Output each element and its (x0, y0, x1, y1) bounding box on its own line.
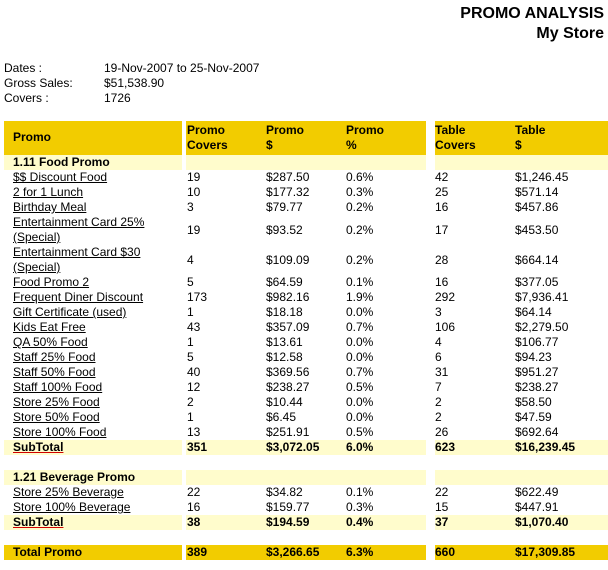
promo-name: Frequent Diner Discount (13, 290, 144, 304)
table-covers: 7 (435, 380, 442, 394)
table-dollar: $1,246.45 (515, 170, 569, 184)
table-covers: 17 (435, 223, 449, 237)
promo-dollar: $369.56 (266, 365, 310, 379)
table-row (4, 485, 608, 500)
table-dollar: $16,239.45 (515, 440, 576, 454)
table-row (4, 380, 608, 395)
table-row (4, 215, 608, 245)
promo-name: Kids Eat Free (13, 320, 86, 334)
covers-label: Covers : (4, 91, 49, 105)
group-name: 1.11 Food Promo (13, 155, 110, 169)
table-row (4, 395, 608, 410)
promo-covers: 3 (187, 200, 194, 214)
table-row (4, 170, 608, 185)
promo-covers: 19 (187, 223, 201, 237)
promo-pct: 0.1% (346, 275, 374, 289)
dates-value: 19-Nov-2007 to 25-Nov-2007 (104, 61, 260, 75)
table-dollar: $64.14 (515, 305, 552, 319)
promo-covers: 1 (187, 335, 194, 349)
promo-pct: 0.0% (346, 305, 374, 319)
report-title: PROMO ANALYSIS (460, 5, 604, 22)
dates-label: Dates : (4, 61, 43, 75)
table-covers: 28 (435, 253, 449, 267)
promo-name: $$ Discount Food (13, 170, 108, 184)
gross-sales-value: $51,538.90 (104, 76, 165, 90)
promo-pct: 0.2% (346, 223, 374, 237)
table-dollar: $622.49 (515, 485, 559, 499)
col-header-promo: Promo (13, 130, 52, 144)
table-row (4, 365, 608, 380)
table-dollar: $58.50 (515, 395, 552, 409)
gross-sales-label: Gross Sales: (4, 76, 73, 90)
table-dollar: $106.77 (515, 335, 559, 349)
group-header (4, 470, 608, 485)
group-header (4, 155, 608, 170)
table-covers: 2 (435, 395, 442, 409)
table-dollar: $17,309.85 (515, 545, 576, 559)
promo-name: Store 50% Food (13, 410, 100, 424)
promo-pct: 0.5% (346, 425, 374, 439)
promo-name: Entertainment Card $30 (Special) (13, 245, 141, 274)
table-body (4, 155, 608, 560)
table-header (4, 121, 608, 155)
promo-dollar: $13.61 (266, 335, 303, 349)
promo-name: Store 100% Food (13, 425, 107, 439)
promo-pct: 0.6% (346, 170, 374, 184)
promo-pct: 0.0% (346, 410, 374, 424)
table-covers: 25 (435, 185, 449, 199)
promo-dollar: $238.27 (266, 380, 310, 394)
promo-covers: 16 (187, 500, 201, 514)
promo-pct: 6.3% (346, 545, 374, 559)
promo-dollar: $159.77 (266, 500, 310, 514)
subtotal-row (4, 515, 608, 530)
table-row (4, 320, 608, 335)
promo-dollar: $79.77 (266, 200, 303, 214)
promo-dollar: $3,072.05 (266, 440, 320, 454)
table-covers: 31 (435, 365, 449, 379)
table-row (4, 275, 608, 290)
promo-table (4, 121, 608, 560)
table-covers: 623 (435, 440, 456, 454)
promo-covers: 10 (187, 185, 201, 199)
table-row (4, 305, 608, 320)
promo-name: Gift Certificate (used) (13, 305, 127, 319)
table-row (4, 245, 608, 275)
promo-name: 2 for 1 Lunch (13, 185, 84, 199)
table-covers: 4 (435, 335, 442, 349)
promo-pct: 0.1% (346, 485, 374, 499)
promo-covers: 2 (187, 395, 194, 409)
promo-covers: 173 (187, 290, 208, 304)
table-covers: 2 (435, 410, 442, 424)
table-covers: 15 (435, 500, 449, 514)
table-covers: 42 (435, 170, 449, 184)
promo-covers: 4 (187, 253, 194, 267)
table-dollar: $571.14 (515, 185, 559, 199)
table-dollar: $2,279.50 (515, 320, 569, 334)
promo-covers: 13 (187, 425, 201, 439)
promo-name: Total Promo (13, 545, 83, 559)
promo-name: SubTotal (13, 440, 64, 454)
table-row (4, 350, 608, 365)
promo-dollar: $109.09 (266, 253, 310, 267)
table-row (4, 335, 608, 350)
promo-name: Store 100% Beverage (13, 500, 131, 514)
table-dollar: $692.64 (515, 425, 559, 439)
promo-name: Birthday Meal (13, 200, 87, 214)
table-covers: 292 (435, 290, 456, 304)
promo-covers: 351 (187, 440, 208, 454)
promo-covers: 1 (187, 305, 194, 319)
promo-pct: 0.7% (346, 320, 374, 334)
promo-dollar: $34.82 (266, 485, 303, 499)
promo-pct: 0.5% (346, 380, 374, 394)
table-covers: 37 (435, 515, 449, 529)
report-info (4, 61, 259, 106)
col-header-promo-dollar: Promo $ (266, 123, 305, 152)
promo-name: Store 25% Beverage (13, 485, 124, 499)
promo-dollar: $177.32 (266, 185, 310, 199)
promo-pct: 0.3% (346, 185, 374, 199)
table-row (4, 500, 608, 515)
promo-dollar: $287.50 (266, 170, 310, 184)
table-covers: 16 (435, 200, 449, 214)
table-covers: 106 (435, 320, 456, 334)
promo-pct: 0.7% (346, 365, 374, 379)
promo-dollar: $12.58 (266, 350, 303, 364)
promo-dollar: $10.44 (266, 395, 303, 409)
promo-covers: 43 (187, 320, 201, 334)
promo-covers: 40 (187, 365, 201, 379)
promo-pct: 1.9% (346, 290, 374, 304)
promo-dollar: $194.59 (266, 515, 310, 529)
promo-name: Staff 50% Food (13, 365, 96, 379)
promo-covers: 38 (187, 515, 201, 529)
promo-covers: 19 (187, 170, 201, 184)
table-row (4, 185, 608, 200)
promo-dollar: $6.45 (266, 410, 297, 424)
promo-pct: 0.2% (346, 200, 374, 214)
promo-dollar: $18.18 (266, 305, 303, 319)
table-covers: 3 (435, 305, 442, 319)
promo-pct: 0.0% (346, 395, 374, 409)
promo-name: Staff 25% Food (13, 350, 96, 364)
promo-covers: 22 (187, 485, 201, 499)
promo-dollar: $357.09 (266, 320, 310, 334)
promo-covers: 12 (187, 380, 201, 394)
covers-row (4, 91, 259, 106)
table-dollar: $664.14 (515, 253, 559, 267)
promo-covers: 389 (187, 545, 208, 559)
table-dollar: $47.59 (515, 410, 552, 424)
table-dollar: $238.27 (515, 380, 559, 394)
promo-covers: 1 (187, 410, 194, 424)
table-row (4, 425, 608, 440)
table-covers: 22 (435, 485, 449, 499)
store-name: My Store (536, 25, 604, 42)
table-row (4, 290, 608, 305)
promo-dollar: $251.91 (266, 425, 310, 439)
group-name: 1.21 Beverage Promo (13, 470, 136, 484)
table-dollar: $457.86 (515, 200, 559, 214)
table-dollar: $377.05 (515, 275, 559, 289)
col-header-promo-covers: Promo Covers (187, 123, 228, 152)
promo-name: SubTotal (13, 515, 64, 529)
covers-value: 1726 (104, 91, 131, 105)
table-covers: 16 (435, 275, 449, 289)
col-header-table-dollar: Table $ (515, 123, 546, 152)
promo-covers: 5 (187, 350, 194, 364)
promo-dollar: $3,266.65 (266, 545, 320, 559)
total-spacer (4, 530, 608, 545)
promo-pct: 0.0% (346, 335, 374, 349)
promo-name: Store 25% Food (13, 395, 100, 409)
table-row (4, 200, 608, 215)
promo-name: QA 50% Food (13, 335, 88, 349)
promo-name: Entertainment Card 25% (Special) (13, 215, 145, 244)
table-covers: 660 (435, 545, 456, 559)
col-header-promo-pct: Promo % (346, 123, 385, 152)
table-dollar: $94.23 (515, 350, 552, 364)
promo-pct: 0.0% (346, 350, 374, 364)
table-dollar: $1,070.40 (515, 515, 569, 529)
promo-dollar: $93.52 (266, 223, 303, 237)
promo-pct: 6.0% (346, 440, 374, 454)
promo-pct: 0.2% (346, 253, 374, 267)
table-dollar: $453.50 (515, 223, 559, 237)
group-spacer (4, 455, 608, 470)
promo-dollar: $982.16 (266, 290, 310, 304)
promo-pct: 0.3% (346, 500, 374, 514)
table-covers: 6 (435, 350, 442, 364)
total-row (4, 545, 608, 560)
table-row (4, 410, 608, 425)
table-dollar: $447.91 (515, 500, 559, 514)
subtotal-row (4, 440, 608, 455)
promo-pct: 0.4% (346, 515, 374, 529)
table-dollar: $951.27 (515, 365, 559, 379)
col-header-table-covers: Table Covers (435, 123, 476, 152)
dates-row (4, 61, 259, 76)
promo-name: Staff 100% Food (13, 380, 103, 394)
gross-sales-row (4, 76, 259, 91)
table-dollar: $7,936.41 (515, 290, 569, 304)
table-covers: 26 (435, 425, 449, 439)
promo-name: Food Promo 2 (13, 275, 90, 289)
promo-dollar: $64.59 (266, 275, 303, 289)
promo-covers: 5 (187, 275, 194, 289)
